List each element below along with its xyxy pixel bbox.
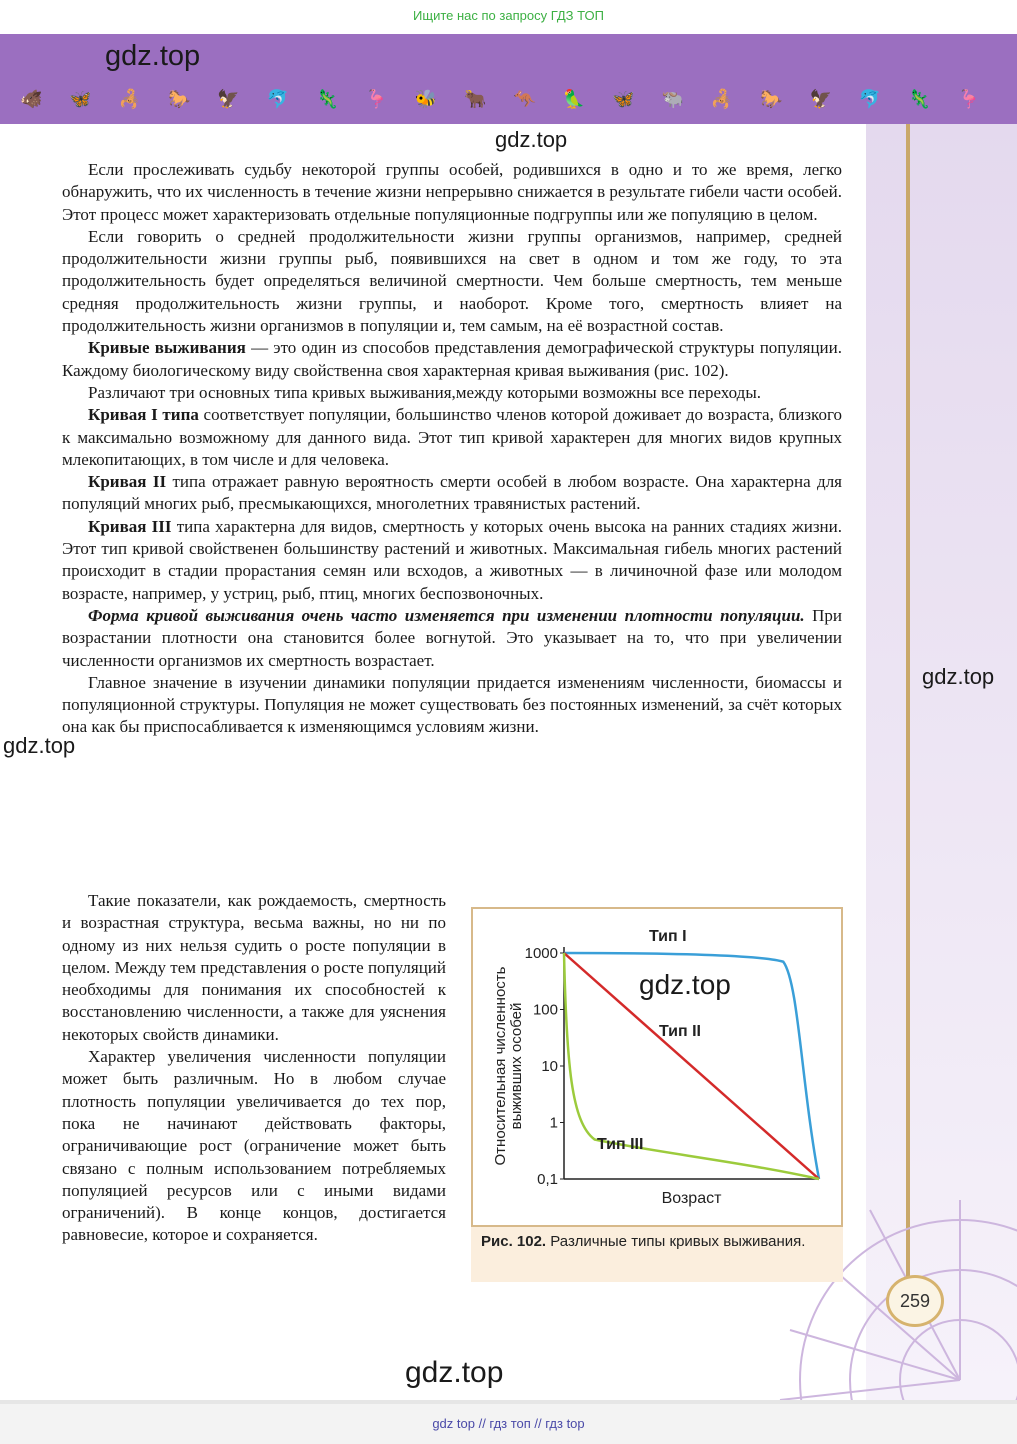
watermark: gdz.top [405,1356,504,1389]
header-brand: gdz.top [105,40,201,72]
animal-icon: 🐝 [414,89,438,110]
animal-icon: 🐎 [168,89,191,110]
paragraph: Если прослеживать судьбу некоторой группы особей, родившихся в одно и то же время, легко обнаружить, что их численность в течение жизни непрерывно снижается в результате гибели части особей. Этот процесс может характеризовать отдельные популяционные подгруппы или же популяцию в целом. [62,160,842,224]
main-text [62,159,842,739]
paragraph: Если говорить о средней продолжительности жизни группы организмов, например, средней продолжительности жизни группы рыб, появившихся на свет в одном и том же году, то эта продолжительность будет определяться величиной смертности. Чем больше смертность, тем меньше средняя продолжительность жизни группы, и наоборот. Кроме того, смертность влияет на продолжительность жизни организмов в популяции и, тем самым, на её возрастной состав. [62,226,842,336]
caption-text: Различные типы кривых выживания. [546,1233,806,1250]
bottom-banner-text: gdz top // гдз топ // гдз top [432,1416,585,1431]
animal-icon: 🦩 [365,89,388,110]
paragraph: Кривая III типа характерна для видов, смертность у которых очень высока на ранних стадиях жизни. Этот тип кривой свойственен большинству растений и животных. Максимальная гибель многих растений происходит в стадии прорастания семян или всходов, а животных — в личиночной фазе или молодом возрасте, например, у устриц, рыб, птиц, многих беспозвоночных. [62,516,842,603]
term: Кривая III [88,516,172,536]
page-header [0,34,1017,124]
emphasis: Форма кривой выживания очень часто изменяется при изменении плотности популяции. [88,605,805,625]
animal-strip [20,88,980,112]
paragraph: Кривые выживания — это один из способов представления демографической структуры популяции. Каждому биологическому виду свойственна своя характерная кривая выживания (рис. 102). [62,338,842,380]
paragraph: Кривая I типа соответствует популяции, большинство членов которой доживает до возраста, близкого к максимально возможному для данного вида. Этот тип кривой характерен для многих видов крупных млекопитающих, в том числе и для человека. [62,405,842,469]
animal-icon: 🐗 [20,89,43,110]
top-banner [0,0,1017,34]
animal-icon: 🐂 [464,89,487,110]
animal-icon: 🐎 [760,89,783,110]
paragraph: Форма кривой выживания очень часто изменяется при изменении плотности популяции. При возрастании плотности она становится более вогнутой. Это указывает на то, что при увеличении численности организмов их смертность возрастает. [62,605,842,670]
watermark: gdz.top [495,127,568,152]
survival-curves-chart [473,909,841,1225]
animal-icon: 🦅 [217,89,240,110]
y-axis-label: Относительная численность [492,966,509,1166]
term: Кривая I типа [88,405,199,425]
animal-icon: 🦎 [908,89,931,110]
paragraph: Характер увеличения численности популяции может быть различным. Но в любом случае плотность популяции увеличивается до тех пор, пока не начинают действовать факторы, ограничивающие рост (ограничение может быть связано с полным использованием потребляемых популяцией ресурсов или с иными видами ограничений). В конце концов, достигается равновесие, которое и сохраняется. [62,1047,446,1245]
watermark: gdz.top [3,733,76,758]
figure-caption [481,1231,833,1252]
paragraph: Кривая II типа отражает равную вероятность смерти особей в любом возрасте. Она характерна для популяций многих рыб, пресмыкающихся, многолетних травянистых растений. [62,472,842,514]
figure-102 [471,907,843,1282]
y-axis-label: выживших особей [508,1002,525,1130]
caption-label: Рис. 102. [481,1233,547,1250]
page-number: 259 [886,1275,944,1327]
animal-icon: 🐃 [661,89,684,110]
animal-icon: 🦘 [513,89,536,110]
margin-rule [906,124,910,1284]
term: Кривые выживания [88,338,246,358]
paragraph: Главное значение в изучении динамики популяции придается изменениям численности, биомассы и популяционной структуры. Популяция не может существовать без постоянных изменений, за счёт которых она как бы приспосабливается к изменяющимся условиям жизни. [62,672,842,737]
bottom-banner [0,1400,1017,1444]
y-tick-label: 0,1 [537,1171,558,1188]
animal-icon: 🦂 [118,89,142,110]
term: Кривая II [88,472,167,492]
watermark: gdz.top [922,664,995,689]
animal-icon: 🦩 [957,89,980,110]
y-tick-label: 100 [532,1001,558,1019]
chart-frame [471,907,843,1227]
left-column-text [62,890,446,1247]
series-label: Тип I [649,928,687,945]
paragraph: Такие показатели, как рождаемость, смертность и возрастная структура, весьма важны, но ни по одному из них нельзя судить о росте популяции в целом. Между тем представления о росте популяций необходимы для понимания их способностей к восстановлению численности, а также для уяснения некоторых свойств динамики. [62,891,446,1044]
animal-icon: 🐬 [266,89,290,110]
animal-icon: 🦅 [809,89,832,110]
animal-icon: 🦜 [562,89,586,110]
y-tick-label: 1000 [524,945,558,962]
animal-icon: 🐬 [858,89,882,110]
animal-icon: 🦋 [69,89,92,110]
y-tick-label: 1 [549,1114,558,1132]
watermark: gdz.top [639,969,731,1000]
animal-icon: 🦂 [710,89,734,110]
series-label: Тип II [659,1023,701,1040]
top-banner-text: Ищите нас по запросу ГДЗ ТОП [413,8,604,23]
y-tick-label: 10 [541,1058,558,1075]
paragraph: Различают три основных типа кривых выживания,между которыми возможны все переходы. [88,382,761,402]
animal-icon: 🦎 [316,89,339,110]
series-label: Тип III [597,1136,644,1153]
animal-icon: 🦋 [612,89,635,110]
x-axis-label: Возраст [661,1190,722,1207]
